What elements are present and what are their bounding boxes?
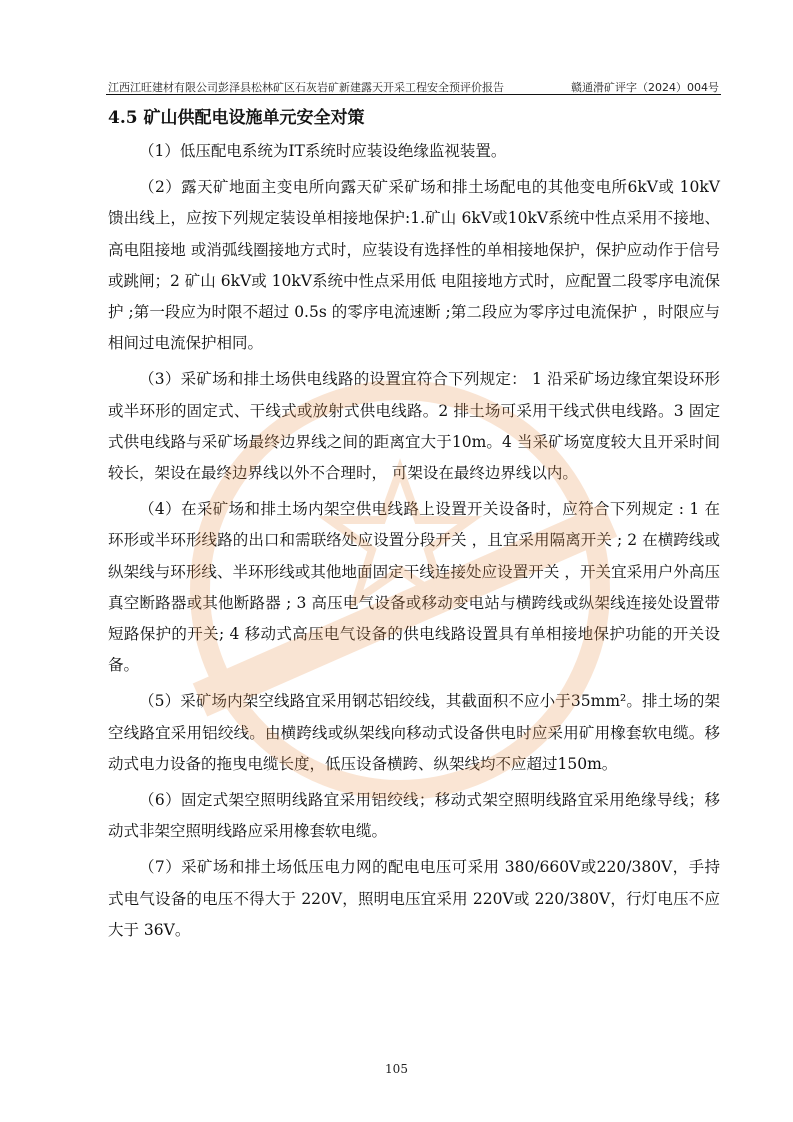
paragraph-6: （6）固定式架空照明线路宜采用铝绞线；移动式架空照明线路宜采用绝缘导线；移动式非架空照明线路应采用橡套软电缆。 bbox=[108, 791, 720, 841]
paragraph-2: （2）露天矿地面主变电所向露天矿采矿场和排土场配电的其他变电所6kV或 10kV馈出线上，应按下列规定装设单相接地保护:1.矿山 6kV或10kV系统中性点采用不接地、高电阻接地 或消弧线圈接地方式时，应装设有选择性的单相接地保护，保护应动作于信号或跳闸；2 矿山 6kV或 10kV系统中性点采用低 电阻接地方式时，应配置二段零序电流保护 ;第一段应为时限不超过 0.5s 的零序电流速断 ;第二段应为零序过电流保护 ，时限应与相间过电流保护相同。 bbox=[108, 178, 720, 353]
paragraph-1: （1）低压配电系统为IT系统时应装设绝缘监视装置。 bbox=[139, 142, 507, 160]
header-document-number: 赣通滑矿评字（2024）004号 bbox=[571, 81, 719, 94]
body-text bbox=[108, 136, 720, 951]
header-report-title: 江西江旺建材有限公司彭泽县松林矿区石灰岩矿新建露天开采工程安全预评价报告 bbox=[108, 81, 504, 94]
page-number: 105 bbox=[385, 1062, 408, 1076]
paragraph-4: （4）在采矿场和排土场内架空供电线路上设置开关设备时，应符合下列规定 : 1 在环形或半环形线路的出口和需联络处应设置分段开关 ，且宜采用隔离开关 ; 2 在横跨线或纵架线与环形线、半环形线或其他地面固定干线连接处应设置开关 ，开关宜采用户外高压真空断路器或其他断路器 ; 3 高压电气设备或移动变电站与横跨线或纵架线连接处设置带短路保护的开关; 4 移动式高压电气设备的供电线路设置具有单相接地保护功能的开关设备。 bbox=[108, 500, 720, 675]
paragraph-5: （5）采矿场内架空线路宜采用钢芯铝绞线，其截面积不应小于35mm²。排土场的架空线路宜采用铝绞线。由横跨线或纵架线向移动式设备供电时应采用矿用橡套软电缆。移动式电力设备的拖曳电缆长度，低压设备横跨、纵架线均不应超过150m。 bbox=[108, 692, 720, 773]
paragraph-3: （3）采矿场和排土场供电线路的设置宜符合下列规定： 1 沿采矿场边缘宜架设环形或半环形的固定式、干线式或放射式供电线路。2 排土场可采用干线式供电线路。3 固定式供电线路与采矿场最终边界线之间的距离宜大于10m。4 当采矿场宽度较大且开采时间较长，架设在最终边界线以外不合理时， 可架设在最终边界线以内。 bbox=[108, 370, 720, 483]
paragraph-7: （7）采矿场和排土场低压电力网的配电电压可采用 380/660V或220/380V，手持式电气设备的电压不得大于 220V，照明电压宜采用 220V或 220/380V，行灯电压不应大于 36V。 bbox=[108, 858, 720, 939]
header-divider bbox=[106, 94, 721, 95]
section-title: 4.5 矿山供配电设施单元安全对策 bbox=[108, 108, 365, 128]
